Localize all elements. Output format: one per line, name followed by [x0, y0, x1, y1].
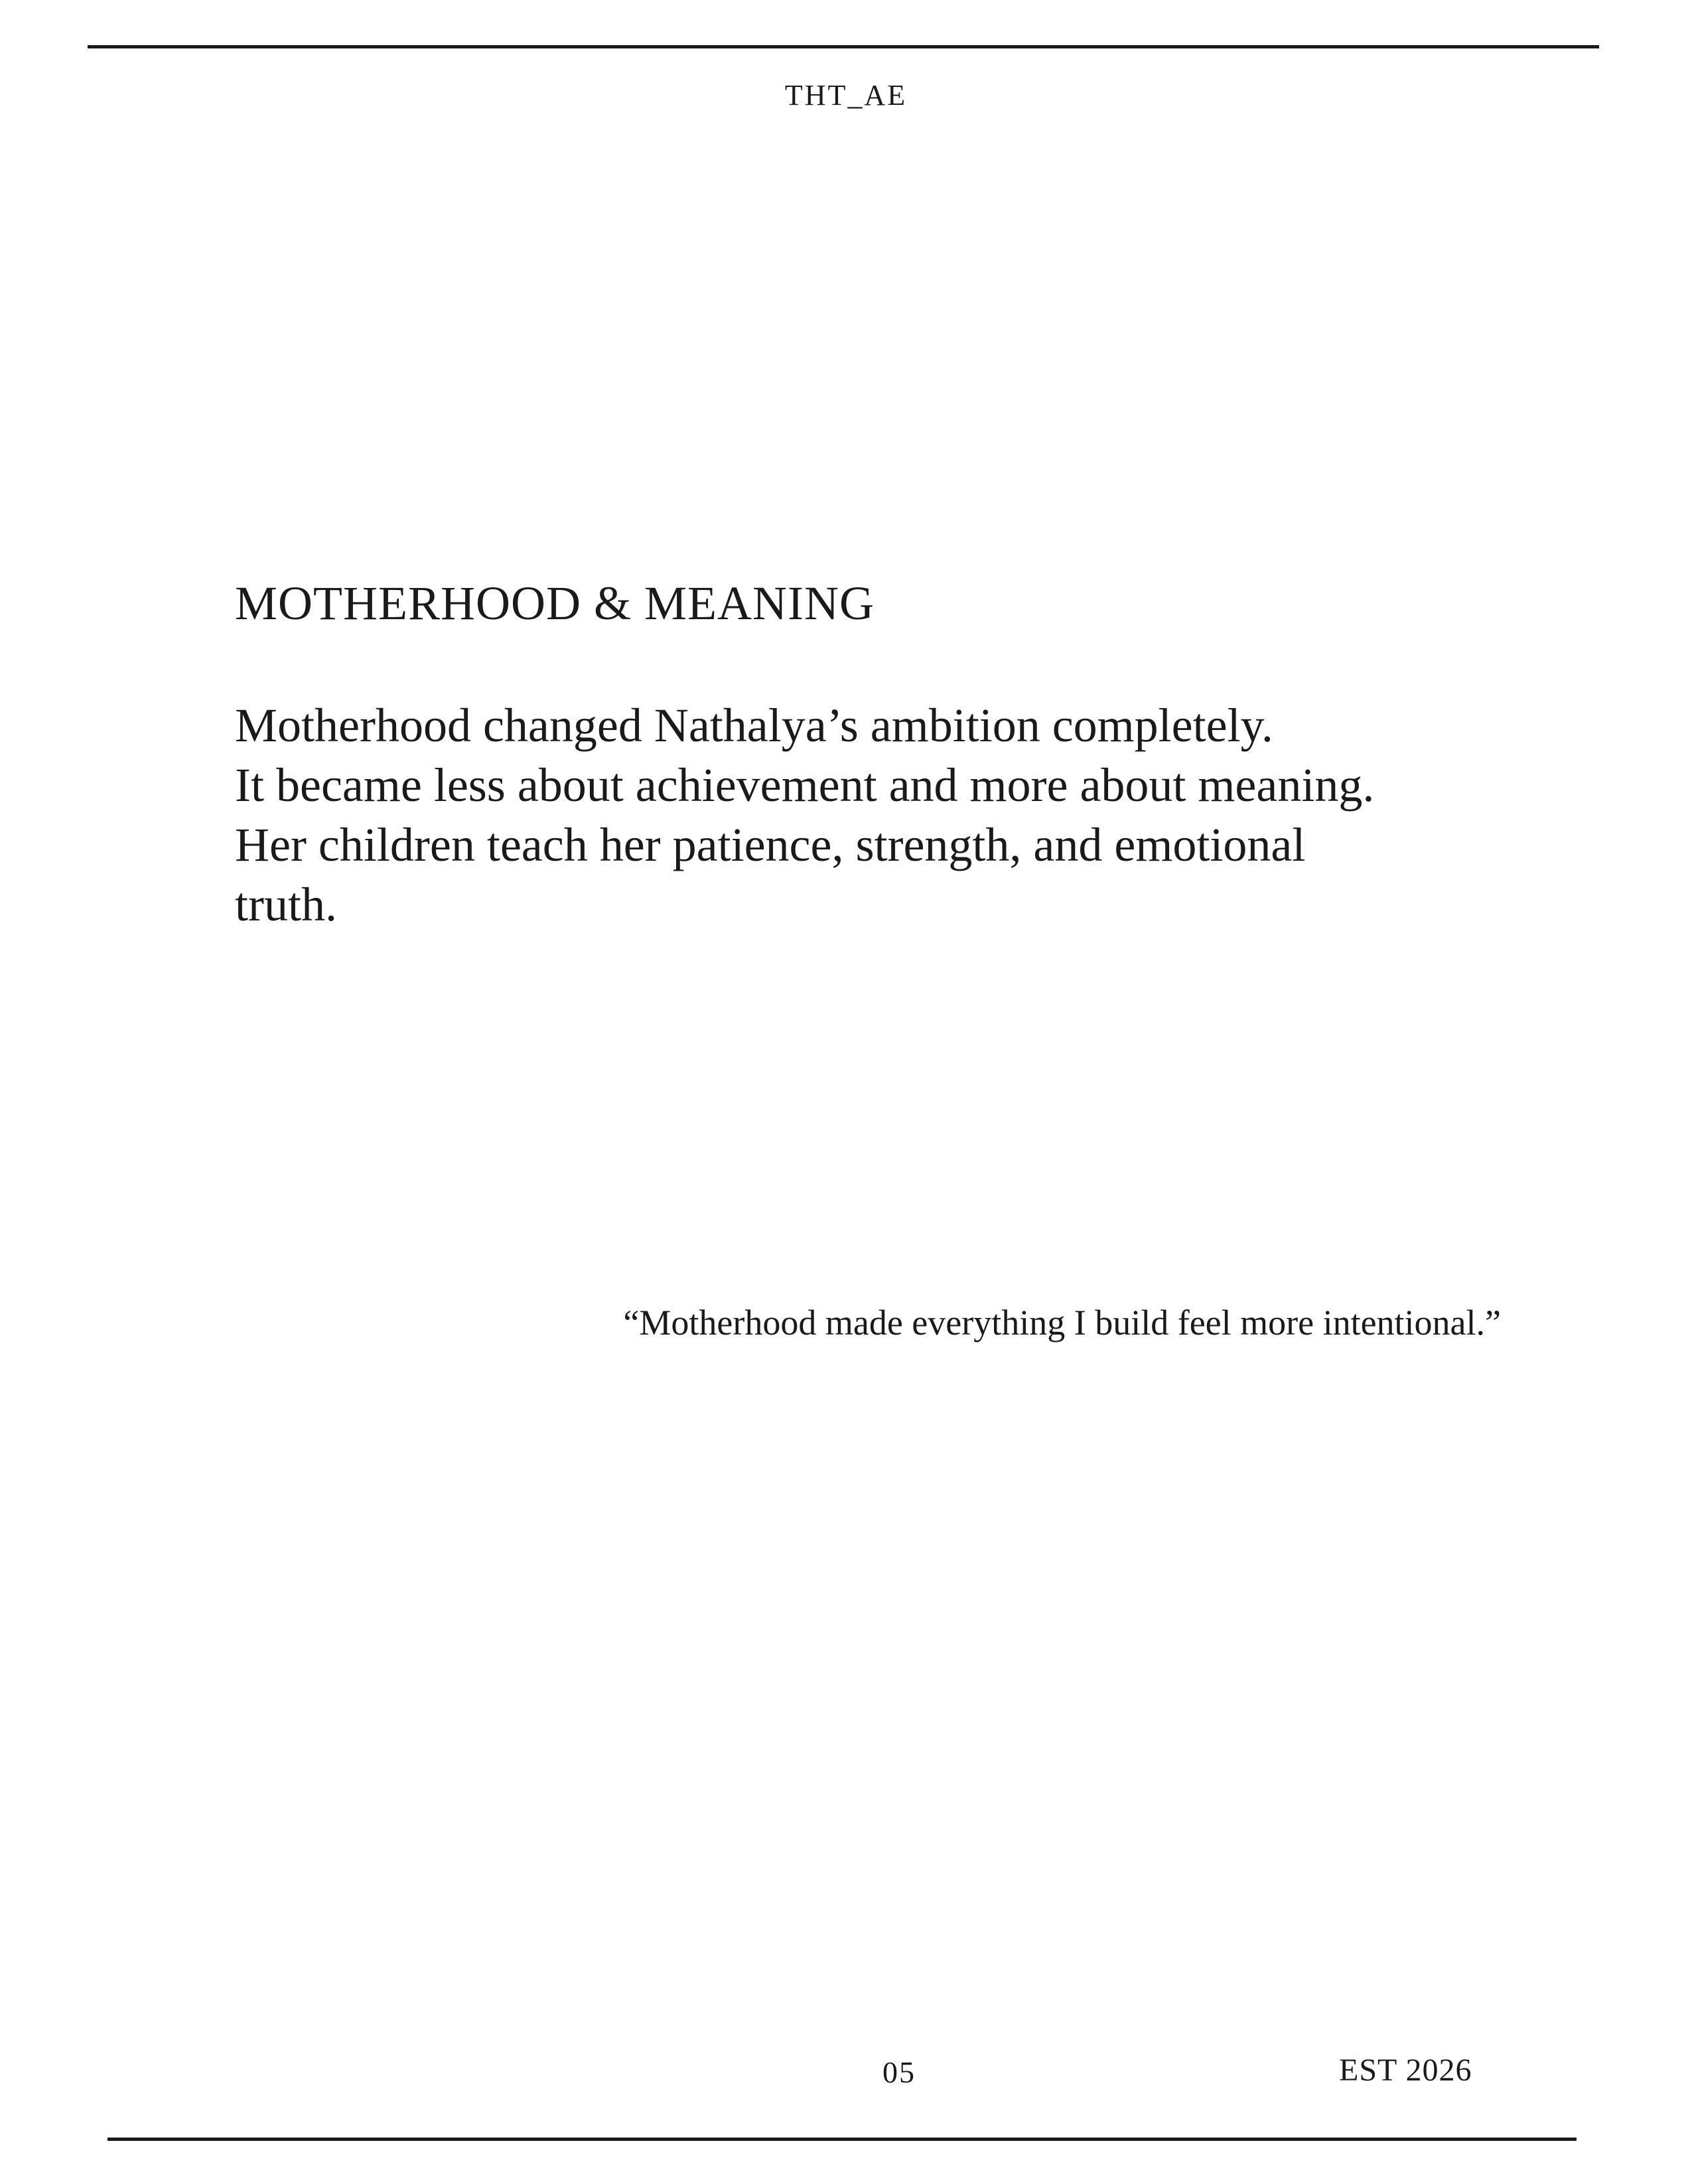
body-line: Motherhood changed Nathalya’s ambition completely. [235, 699, 1273, 752]
section-heading: MOTHERHOOD & MEANING [235, 577, 875, 630]
page-number: 05 [882, 2055, 916, 2089]
body-line: It became less about achievement and more about meaning. [235, 759, 1375, 812]
bottom-divider [107, 2138, 1577, 2141]
est-label: EST 2026 [1339, 2053, 1472, 2088]
header-title: THT_AE [784, 79, 908, 111]
body-line: Her children teach her patience, strength, and emotional [235, 818, 1306, 871]
top-divider [88, 45, 1599, 48]
body-paragraph [235, 695, 1496, 934]
pull-quote: “Motherhood made everything I build feel more intentional.” [623, 1303, 1501, 1343]
body-line: truth. [235, 878, 337, 931]
